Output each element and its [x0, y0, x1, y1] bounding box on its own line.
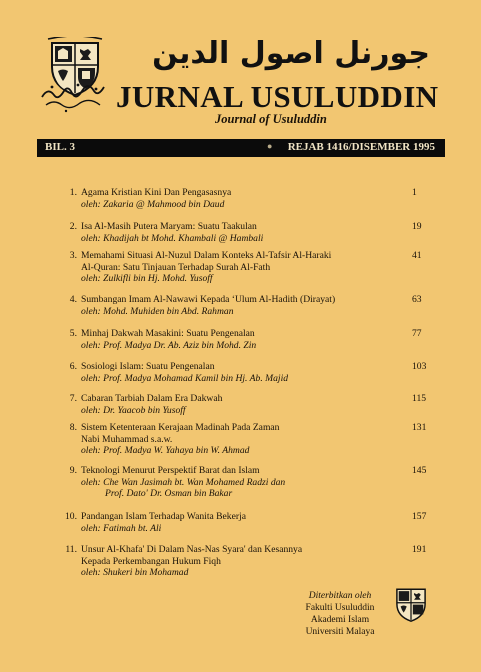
- toc-number: 11.: [65, 544, 77, 555]
- toc-text: [81, 328, 401, 351]
- toc-number: 8.: [69, 422, 77, 433]
- toc-number: 3.: [69, 250, 77, 261]
- toc-author-line: oleh: Shukeri bin Mohamad: [81, 567, 189, 578]
- toc-title-line: Nabi Muhammad s.a.w.: [81, 433, 173, 445]
- toc-author-line: oleh: Fatimah bt. Ali: [81, 522, 162, 534]
- toc-number: 9.: [69, 465, 77, 476]
- publisher-university: Universiti Malaya: [305, 627, 375, 637]
- journal-subtitle: Journal of Usuluddin: [215, 112, 327, 126]
- issue-date: REJAB 1416/DISEMBER 1995: [287, 141, 435, 153]
- toc-page-number: 19: [412, 221, 422, 232]
- toc-author-line: oleh: Zakaria @ Mahmood bin Daud: [81, 198, 225, 210]
- toc-text: [81, 544, 401, 579]
- toc-author-line: oleh: Prof. Madya W. Yahaya bin W. Ahmad: [81, 445, 250, 456]
- toc-text: [81, 511, 401, 534]
- toc-number: 1.: [69, 187, 77, 198]
- toc-page-number: 1: [412, 187, 417, 198]
- issue-volume: BIL. 3: [45, 141, 75, 153]
- toc-page-number: 115: [412, 393, 427, 404]
- toc-title-line: Isa Al-Masih Putera Maryam: Suatu Taakulan: [81, 221, 257, 232]
- toc-number: 10.: [65, 511, 77, 522]
- toc-page-number: 63: [412, 294, 422, 305]
- university-crest-small-icon: [392, 585, 430, 623]
- toc-page-number: 145: [412, 465, 427, 476]
- journal-title: JURNAL USULUDDIN: [116, 79, 439, 114]
- toc-title-line: Unsur Al-Khafa' Di Dalam Nas-Nas Syara' dan Kesannya: [81, 544, 303, 555]
- calligraphy-motto-icon: [38, 75, 110, 115]
- toc-author-line: oleh: Khadijah bt Mohd. Khambali @ Hambali: [81, 232, 264, 244]
- toc-title-line: Pandangan Islam Terhadap Wanita Bekerja: [81, 511, 246, 522]
- publisher-academy: Akademi Islam: [310, 615, 370, 625]
- toc-author-line: Prof. Dato' Dr. Osman bin Bakar: [105, 488, 233, 499]
- toc-text: [81, 422, 401, 457]
- toc-number: 2.: [69, 221, 77, 232]
- toc-author-line: oleh: Prof. Madya Dr. Ab. Aziz bin Mohd. Zin: [81, 339, 257, 351]
- toc-page-number: 157: [412, 511, 427, 522]
- toc-text: [81, 294, 401, 317]
- toc-title-line: Sumbangan Imam Al-Nawawi Kepada ‘Ulum Al-Hadith (Dirayat): [81, 294, 336, 305]
- toc-title-line: Memahami Situasi Al-Nuzul Dalam Konteks Al-Tafsir Al-Haraki: [81, 250, 332, 261]
- toc-page-number: 103: [412, 361, 427, 372]
- toc-text: [81, 187, 401, 210]
- toc-title-line: Teknologi Menurut Perspektif Barat dan Islam: [81, 465, 260, 476]
- toc-title-line: Al-Quran: Satu Tinjauan Terhadap Surah Al-Fath: [81, 261, 271, 273]
- toc-page-number: 191: [412, 544, 427, 555]
- toc-text: [81, 250, 401, 285]
- toc-author-line: oleh: Che Wan Jasimah bt. Wan Mohamed Radzi dan: [81, 476, 286, 488]
- toc-number: 4.: [69, 294, 77, 305]
- toc-text: [81, 465, 401, 500]
- toc-number: 6.: [69, 361, 77, 372]
- toc-page-number: 131: [412, 422, 427, 433]
- toc-author-line: oleh: Mohd. Muhiden bin Abd. Rahman: [81, 305, 234, 317]
- toc-number: 7.: [69, 393, 77, 404]
- toc-author-line: oleh: Dr. Yaacob bin Yusoff: [81, 404, 186, 416]
- toc-number: 5.: [69, 328, 77, 339]
- toc-text: [81, 393, 401, 416]
- toc-text: [81, 361, 401, 384]
- toc-author-line: oleh: Prof. Madya Mohamad Kamil bin Hj. Ab. Majid: [81, 372, 289, 384]
- toc-page-number: 77: [412, 328, 422, 339]
- toc-title-line: Kepada Perkembangan Hukum Fiqh: [81, 555, 221, 567]
- toc-title-line: Cabaran Tarbiah Dalam Era Dakwah: [81, 393, 223, 404]
- toc-text: [81, 221, 401, 244]
- toc-page-number: 41: [412, 250, 422, 261]
- issue-band: [37, 139, 445, 157]
- toc-title-line: Agama Kristian Kini Dan Pengasasnya: [81, 187, 232, 198]
- publisher-intro: Diterbitkan oleh: [308, 591, 372, 601]
- arabic-title: جورنل اصول الدين: [152, 36, 430, 71]
- toc-title-line: Sistem Ketenteraan Kerajaan Madinah Pada Zaman: [81, 422, 280, 433]
- publisher-faculty: Fakulti Usuluddin: [305, 603, 375, 613]
- toc-title-line: Minhaj Dakwah Masakini: Suatu Pengenalan: [81, 328, 255, 339]
- band-dot-icon: ●: [267, 141, 273, 151]
- toc-author-line: oleh: Zulkifli bin Hj. Mohd. Yusoff: [81, 273, 213, 284]
- publisher-block: [290, 590, 390, 638]
- toc-title-line: Sosiologi Islam: Suatu Pengenalan: [81, 361, 215, 372]
